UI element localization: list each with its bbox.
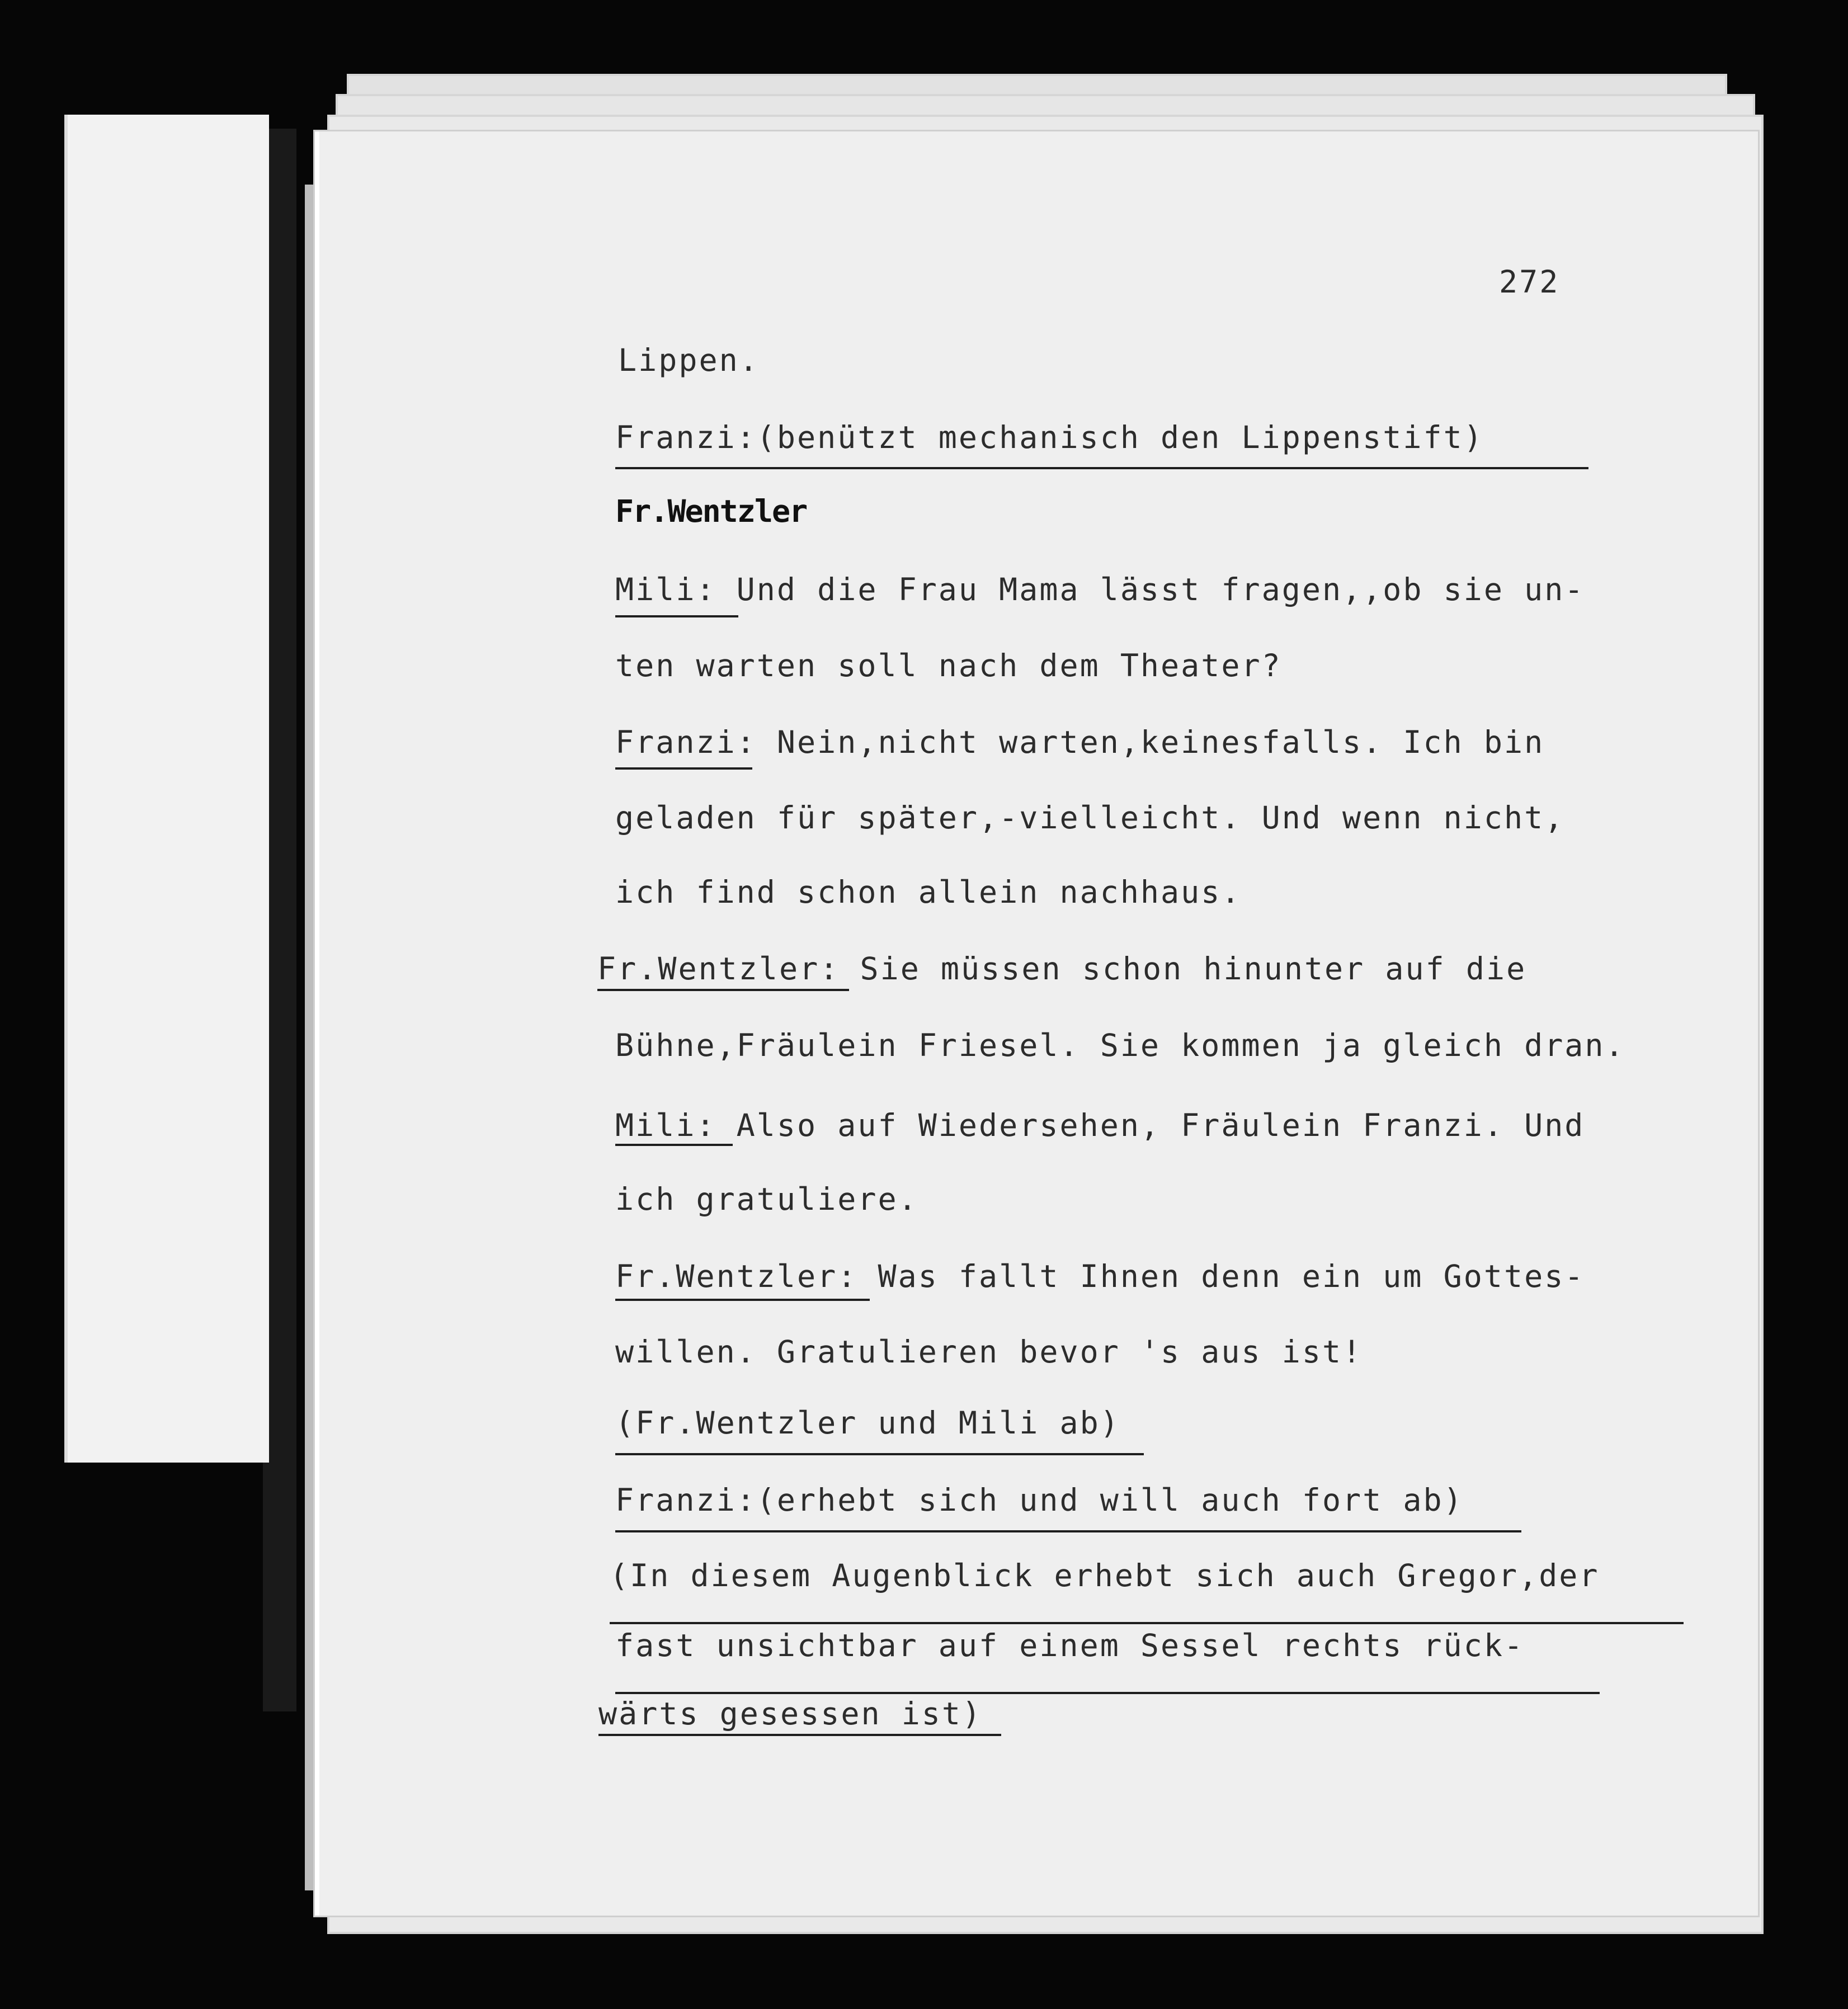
text-line: Franzi: Nein,nicht warten,keinesfalls. Ich bin [615, 724, 1545, 760]
underline [615, 1692, 1600, 1694]
text-line: willen. Gratulieren bevor 's aus ist! [615, 1334, 1363, 1370]
text-line: Fr.Wentzler: Sie müssen schon hinunter auf die [597, 951, 1527, 987]
text-line: ten warten soll nach dem Theater? [615, 648, 1282, 683]
text-line: Franzi:(erhebt sich und will auch fort ab) [615, 1482, 1464, 1518]
text-line: Fr.Wentzler: Was fallt Ihnen denn ein um Gottes- [615, 1258, 1585, 1294]
underline [615, 467, 1588, 469]
text-line: geladen für später,-vielleicht. Und wenn nicht, [615, 800, 1565, 836]
page-number: 272 [1499, 264, 1560, 300]
underline [615, 1453, 1144, 1455]
underline [615, 1299, 870, 1301]
text-line: ich find schon allein nachhaus. [615, 874, 1242, 910]
underline [597, 989, 849, 991]
text-line: Franzi:(benützt mechanisch den Lippenstift) [615, 419, 1484, 455]
underline [615, 767, 752, 770]
text-line: wärts gesessen ist) [598, 1696, 983, 1732]
underline [598, 1734, 1001, 1736]
text-line: Bühne,Fräulein Friesel. Sie kommen ja gleich dran. [615, 1027, 1625, 1063]
text-line: ich gratuliere. [615, 1181, 918, 1217]
struck-text: Fr.Wentzler [615, 493, 807, 529]
text-line: Mili: Und die Frau Mama lässt fragen,,ob sie un- [615, 572, 1585, 607]
paper-strip-left [64, 115, 269, 1463]
text-line: (Fr.Wentzler und Mili ab) [615, 1405, 1120, 1441]
text-line: fast unsichtbar auf einem Sessel rechts rück- [615, 1628, 1525, 1663]
underline [615, 615, 738, 617]
text-line: Mili: Also auf Wiedersehen, Fräulein Franzi. Und [615, 1107, 1585, 1143]
text-line: (In diesem Augenblick erhebt sich auch Gregor,der [610, 1558, 1600, 1593]
underline [615, 1144, 733, 1146]
underline [610, 1622, 1684, 1624]
underline [615, 1530, 1521, 1532]
text-line: Lippen. [618, 342, 760, 378]
